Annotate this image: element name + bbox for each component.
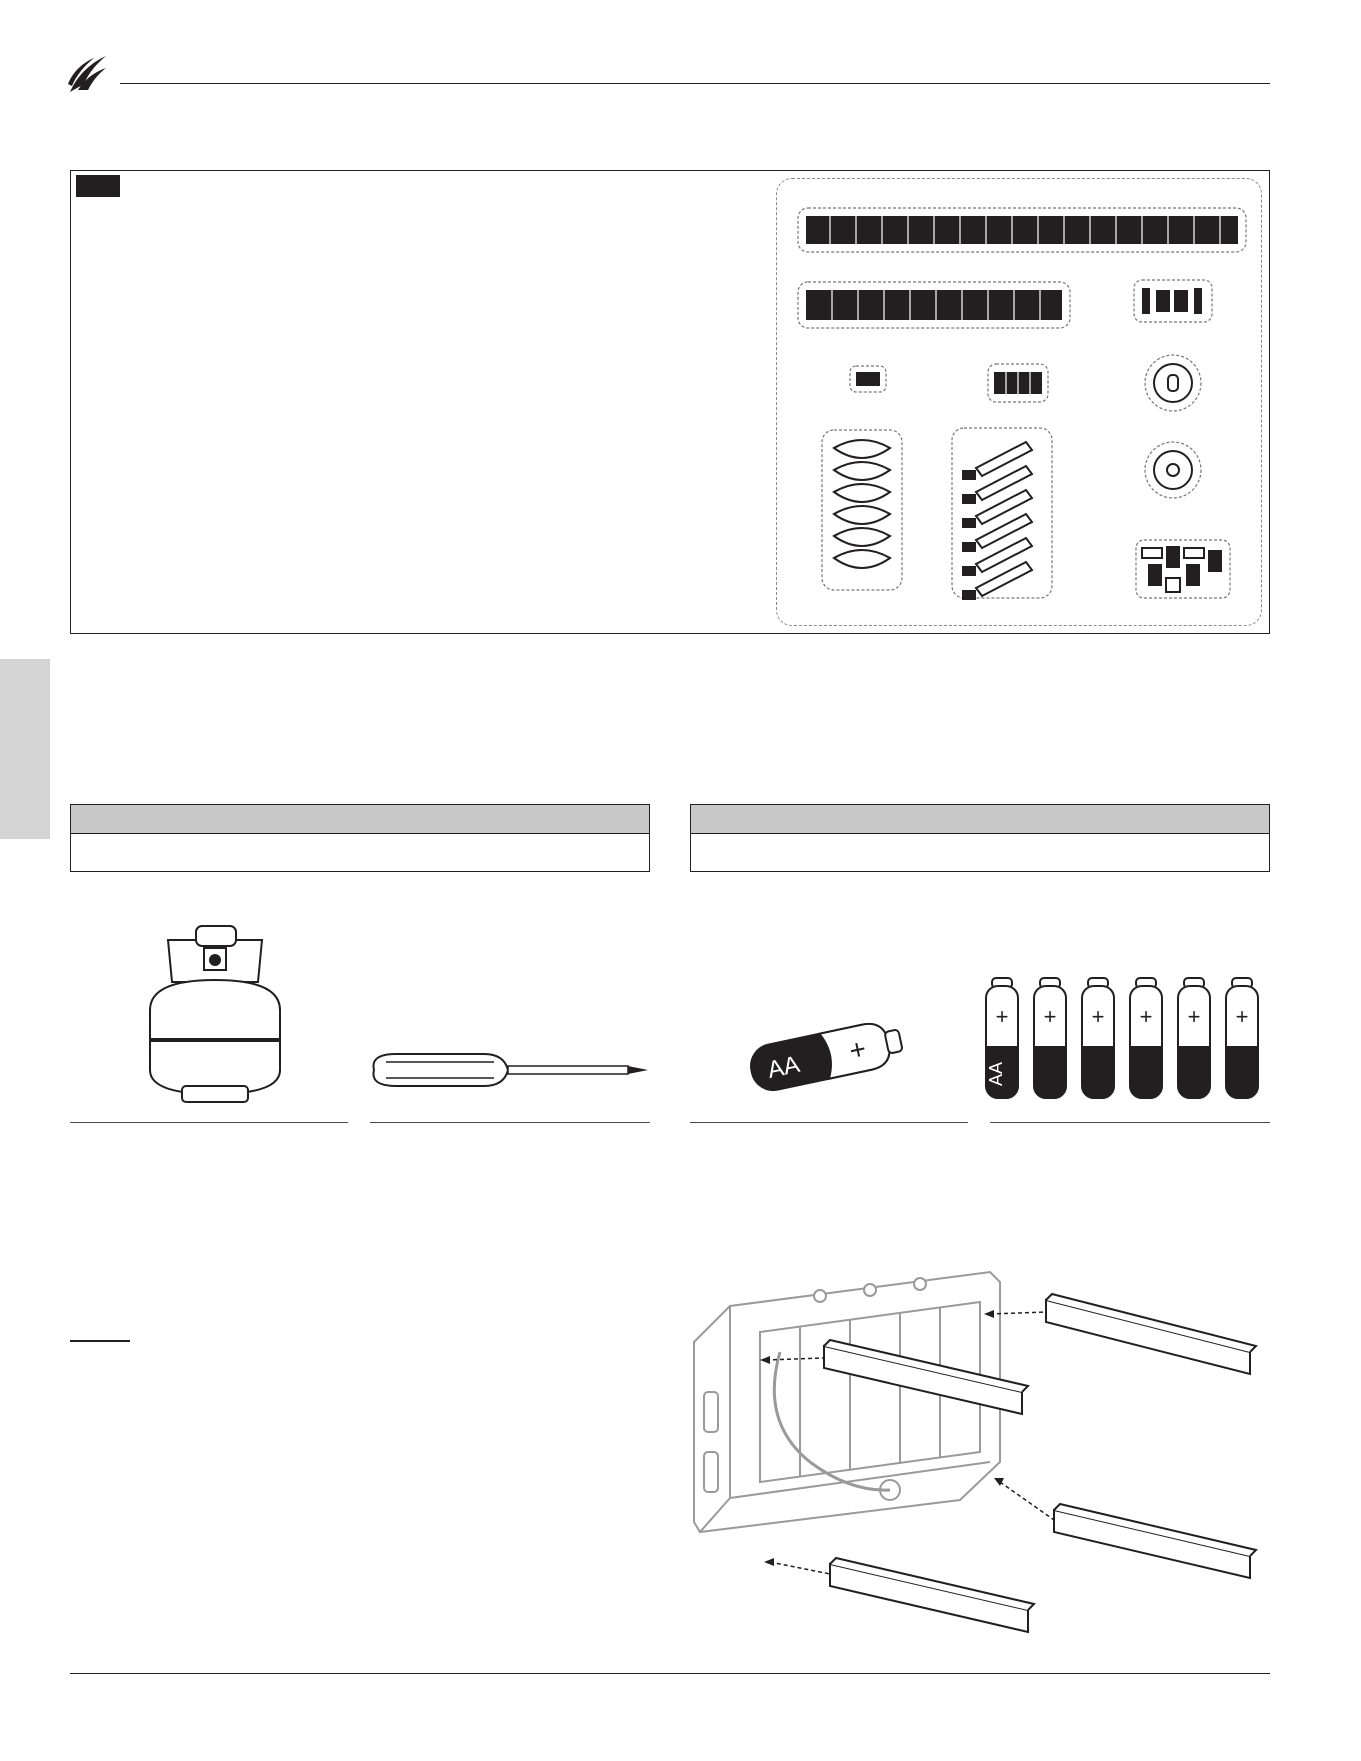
washer-round-icon [1145, 442, 1201, 498]
battery-plus: + [846, 1032, 869, 1067]
left-table-header [70, 804, 650, 834]
right-table-header [690, 804, 1270, 834]
left-table-body [70, 834, 650, 872]
battery-label: AA [765, 1050, 803, 1084]
wing-nut-stack-icon [822, 430, 902, 590]
caption-line-battery [690, 1122, 968, 1123]
svg-text:+: + [995, 1004, 1009, 1029]
propane-tank-icon [140, 920, 290, 1106]
note-label [70, 1322, 130, 1342]
bolt-set-icon [1134, 280, 1212, 322]
hardware-parts [776, 178, 1262, 626]
battery-row-label: AA [986, 1061, 1006, 1086]
long-screw-strip-icon [798, 208, 1246, 252]
caption-line-battery-row [990, 1122, 1270, 1123]
section-side-tab [0, 659, 50, 839]
hardware-badge [76, 175, 120, 197]
washer-slot-icon [1145, 355, 1201, 411]
header-rule [120, 83, 1270, 84]
caption-line-tank [70, 1122, 348, 1123]
caption-line-screwdriver [370, 1122, 650, 1123]
flame-logo-icon [66, 54, 108, 94]
hex-key-set-icon [952, 428, 1052, 600]
aa-battery-icon [740, 1010, 920, 1100]
leg-bracket-assembly-diagram-icon [690, 1262, 1270, 1642]
anchor-set-icon [1136, 540, 1230, 598]
medium-screw-strip-icon [798, 282, 1070, 328]
short-screw-set-icon [988, 364, 1048, 402]
small-screw-icon [850, 366, 886, 392]
right-table-body [690, 834, 1270, 872]
aa-battery-row-icon [984, 976, 1270, 1102]
footer-rule [70, 1673, 1270, 1674]
screwdriver-icon [366, 1046, 652, 1094]
